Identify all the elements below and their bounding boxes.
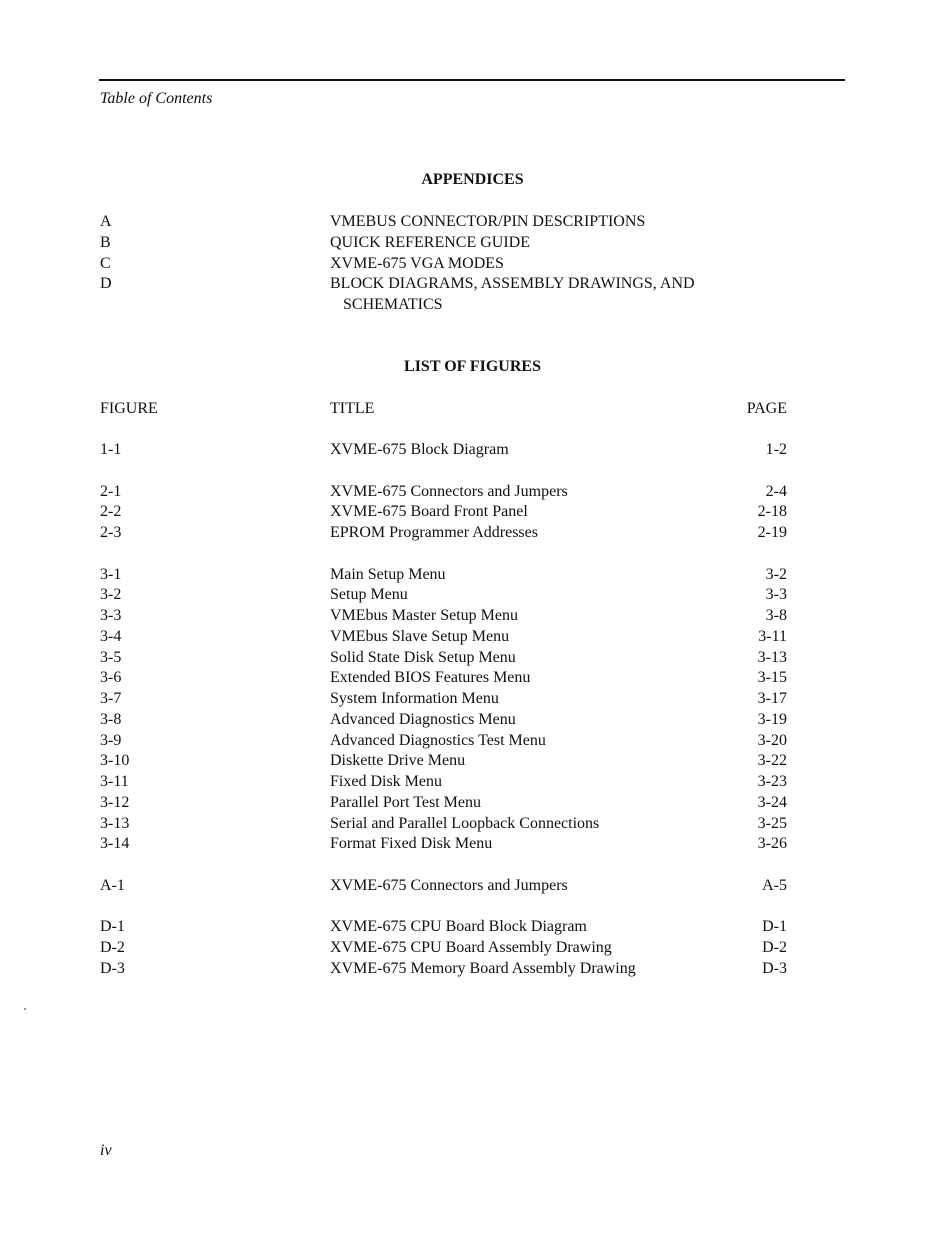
figure-title: Fixed Disk Menu <box>330 773 442 790</box>
figure-title: Extended BIOS Features Menu <box>330 669 531 686</box>
appendix-letter: A <box>100 213 112 230</box>
appendix-letter: C <box>100 255 111 272</box>
appendices-heading: APPENDICES <box>421 171 524 188</box>
figure-page: A-5 <box>762 877 787 894</box>
figure-number: 3-7 <box>100 690 122 707</box>
figure-title: Main Setup Menu <box>330 566 446 583</box>
figure-number: A-1 <box>100 877 125 894</box>
appendix-title: BLOCK DIAGRAMS, ASSEMBLY DRAWINGS, AND <box>330 275 695 292</box>
figure-row <box>0 771 950 792</box>
figure-title: Advanced Diagnostics Test Menu <box>330 732 546 749</box>
figure-page: 3-24 <box>757 794 787 811</box>
figure-title: VMEbus Master Setup Menu <box>330 607 518 624</box>
figure-page: 2-4 <box>765 483 787 500</box>
figure-number: 3-13 <box>100 815 130 832</box>
figure-row <box>0 833 950 854</box>
figure-number: D-3 <box>100 960 125 977</box>
figure-title: EPROM Programmer Addresses <box>330 524 538 541</box>
figure-page: 3-20 <box>757 732 787 749</box>
figure-page: 1-2 <box>765 441 787 458</box>
figure-title: XVME-675 Block Diagram <box>330 441 509 458</box>
appendix-item-continuation <box>0 294 950 315</box>
appendix-title: VMEBUS CONNECTOR/PIN DESCRIPTIONS <box>330 213 646 230</box>
figure-page: 3-8 <box>765 607 787 624</box>
appendix-item <box>0 211 950 232</box>
figure-row <box>0 501 950 522</box>
figure-row <box>0 522 950 543</box>
figure-number: 3-3 <box>100 607 122 624</box>
page-number: iv <box>100 1142 112 1159</box>
figure-page: D-2 <box>762 939 787 956</box>
figure-number: D-2 <box>100 939 125 956</box>
figure-title: XVME-675 CPU Board Assembly Drawing <box>330 939 612 956</box>
figure-title: XVME-675 Board Front Panel <box>330 503 528 520</box>
figure-page: 2-19 <box>757 524 787 541</box>
figure-page: D-1 <box>762 918 787 935</box>
figure-title: VMEbus Slave Setup Menu <box>330 628 510 645</box>
figure-title: XVME-675 Memory Board Assembly Drawing <box>330 960 636 977</box>
figure-row <box>0 439 950 460</box>
figure-page: 3-25 <box>757 815 787 832</box>
figure-row <box>0 916 950 937</box>
figure-column-header: FIGURE <box>100 400 158 417</box>
figure-number: 3-6 <box>100 669 122 686</box>
appendix-item <box>0 253 950 274</box>
figure-title: XVME-675 Connectors and Jumpers <box>330 483 568 500</box>
figure-page: 3-13 <box>757 649 787 666</box>
figures-column-headers <box>0 398 950 419</box>
figure-page: 3-11 <box>758 628 787 645</box>
figure-row <box>0 813 950 834</box>
figure-page: D-3 <box>762 960 787 977</box>
figure-page: 2-18 <box>757 503 787 520</box>
figure-title: Parallel Port Test Menu <box>330 794 482 811</box>
figure-row <box>0 709 950 730</box>
figure-row <box>0 958 950 979</box>
figure-title: XVME-675 CPU Board Block Diagram <box>330 918 587 935</box>
figure-title: Solid State Disk Setup Menu <box>330 649 516 666</box>
figure-title: XVME-675 Connectors and Jumpers <box>330 877 568 894</box>
figure-number: 3-10 <box>100 752 130 769</box>
figure-row <box>0 584 950 605</box>
scan-speck <box>24 1008 26 1010</box>
figure-row <box>0 792 950 813</box>
figure-page: 3-22 <box>757 752 787 769</box>
figure-row <box>0 647 950 668</box>
figure-number: 3-4 <box>100 628 122 645</box>
appendix-item <box>0 232 950 253</box>
figure-page: 3-17 <box>757 690 787 707</box>
title-column-header: TITLE <box>330 400 375 417</box>
figure-row <box>0 667 950 688</box>
header-rule <box>99 79 845 81</box>
appendix-item <box>0 273 950 294</box>
figure-row <box>0 564 950 585</box>
figure-page: 3-15 <box>757 669 787 686</box>
appendix-title-continuation: SCHEMATICS <box>343 296 443 313</box>
figure-number: 3-1 <box>100 566 122 583</box>
figure-number: 3-5 <box>100 649 122 666</box>
page-column-header: PAGE <box>746 400 787 417</box>
figure-title: Serial and Parallel Loopback Connections <box>330 815 600 832</box>
figure-row <box>0 730 950 751</box>
figures-heading: LIST OF FIGURES <box>404 358 541 375</box>
figure-page: 3-26 <box>757 835 787 852</box>
figure-number: 2-3 <box>100 524 122 541</box>
figure-number: 3-8 <box>100 711 122 728</box>
figure-page: 3-3 <box>765 586 787 603</box>
figure-number: 3-14 <box>100 835 130 852</box>
figure-number: 3-9 <box>100 732 122 749</box>
figure-row <box>0 750 950 771</box>
figure-number: 2-2 <box>100 503 122 520</box>
figure-page: 3-19 <box>757 711 787 728</box>
figure-row <box>0 937 950 958</box>
figure-row <box>0 605 950 626</box>
appendix-letter: B <box>100 234 111 251</box>
appendix-letter: D <box>100 275 112 292</box>
figure-number: 1-1 <box>100 441 122 458</box>
figure-title: Setup Menu <box>330 586 408 603</box>
appendix-title: QUICK REFERENCE GUIDE <box>330 234 530 251</box>
figure-page: 3-2 <box>765 566 787 583</box>
figure-row <box>0 875 950 896</box>
figure-number: 3-11 <box>100 773 129 790</box>
figure-page: 3-23 <box>757 773 787 790</box>
figure-number: 2-1 <box>100 483 122 500</box>
figure-row <box>0 688 950 709</box>
figure-number: 3-12 <box>100 794 130 811</box>
figure-number: 3-2 <box>100 586 122 603</box>
figure-title: Diskette Drive Menu <box>330 752 466 769</box>
figure-title: System Information Menu <box>330 690 499 707</box>
figure-row <box>0 626 950 647</box>
figure-title: Advanced Diagnostics Menu <box>330 711 516 728</box>
running-header: Table of Contents <box>100 90 213 107</box>
appendix-title: XVME-675 VGA MODES <box>330 255 504 272</box>
figure-number: D-1 <box>100 918 125 935</box>
figure-title: Format Fixed Disk Menu <box>330 835 493 852</box>
figure-row <box>0 481 950 502</box>
